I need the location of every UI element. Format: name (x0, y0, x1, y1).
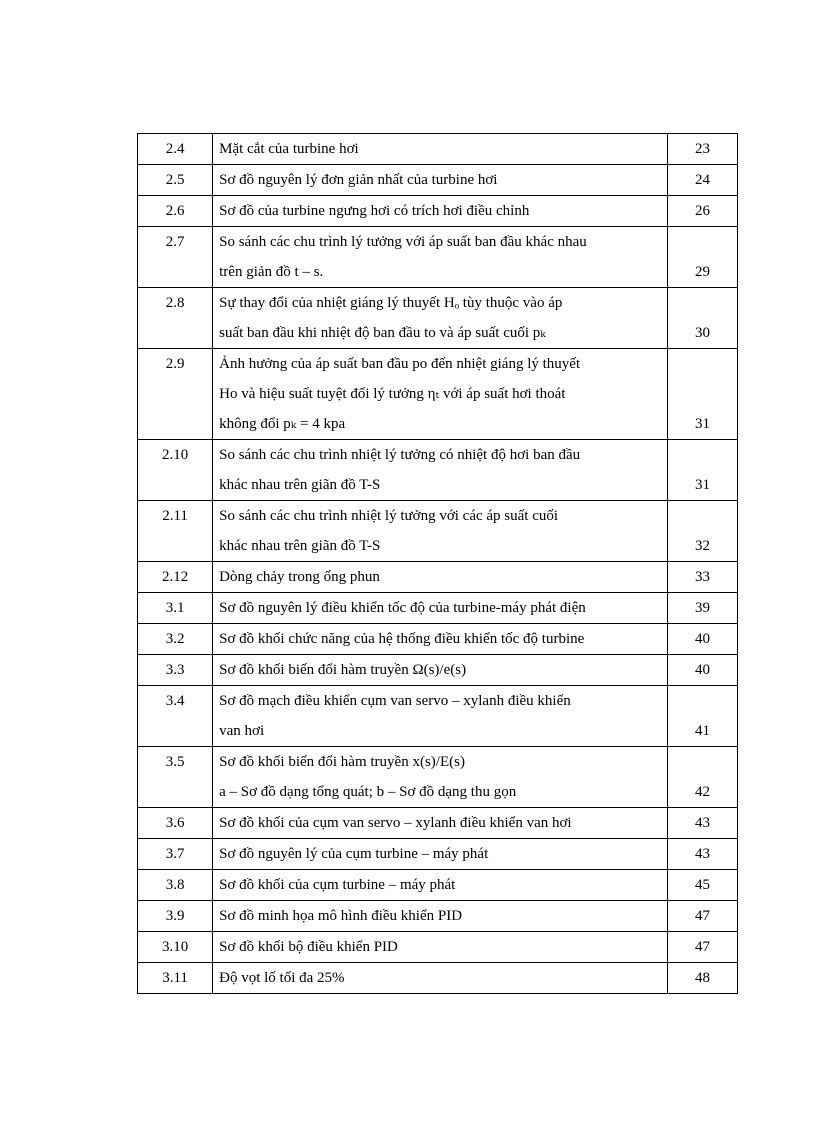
figure-title-cell (213, 963, 668, 994)
figure-title-line: Sơ đồ khối biến đổi hàm truyền x(s)/E(s) (219, 754, 465, 770)
figure-number: 2.7 (165, 234, 185, 250)
figure-page-number: 23 (694, 141, 710, 157)
figure-page-number: 29 (694, 264, 710, 280)
figure-title-line: Sơ đồ nguyên lý đơn giản nhất của turbine hơi (219, 172, 498, 188)
figure-title-cell (213, 932, 668, 963)
figure-title-line: Ảnh hưởng của áp suất ban đầu po đến nhiệt giáng lý thuyết (219, 356, 581, 372)
figure-title-cell (213, 227, 668, 288)
table-row (138, 932, 738, 963)
figure-title-cell (213, 655, 668, 686)
figure-page-cell (667, 440, 737, 501)
figure-number: 3.7 (165, 846, 185, 862)
figure-title-cell (213, 196, 668, 227)
figure-page-number: 42 (694, 784, 710, 800)
figure-list-table (137, 133, 738, 994)
figure-title-cell (213, 562, 668, 593)
figure-page-number: 47 (694, 939, 710, 955)
figure-page-number: 43 (694, 846, 710, 862)
table-row (138, 349, 738, 440)
table-row (138, 655, 738, 686)
figure-number-cell (138, 808, 213, 839)
figure-page-number: 32 (694, 538, 710, 554)
figure-title-cell (213, 686, 668, 747)
figure-page-number: 33 (694, 569, 710, 585)
figure-number-cell (138, 655, 213, 686)
figure-title-cell (213, 839, 668, 870)
figure-title-cell (213, 901, 668, 932)
figure-page-cell (667, 624, 737, 655)
figure-number-cell (138, 901, 213, 932)
figure-number-cell (138, 288, 213, 349)
figure-number: 3.1 (165, 600, 185, 616)
figure-page-cell (667, 196, 737, 227)
table-row (138, 440, 738, 501)
figure-page-cell (667, 593, 737, 624)
figure-number: 3.10 (161, 939, 189, 955)
figure-page-cell (667, 562, 737, 593)
table-row (138, 624, 738, 655)
figure-page-cell (667, 932, 737, 963)
figure-page-number: 45 (694, 877, 710, 893)
figure-number-cell (138, 963, 213, 994)
table-row (138, 288, 738, 349)
figure-number-cell (138, 501, 213, 562)
figure-title-line: khác nhau trên giãn đồ T-S (219, 538, 381, 554)
table-row (138, 227, 738, 288)
figure-title-line: Sơ đồ minh họa mô hình điều khiển PID (219, 908, 463, 924)
figure-title-line: Sơ đồ mạch điều khiển cụm van servo – xylanh điều khiển (219, 693, 571, 709)
figure-title-line: Sơ đồ khối bộ điều khiển PID (219, 939, 398, 955)
figure-title-cell (213, 593, 668, 624)
figure-title-line: Độ vọt lố tối đa 25% (219, 970, 345, 986)
figure-title-line: So sánh các chu trình nhiệt lý tưởng có nhiệt độ hơi ban đầu (219, 447, 581, 463)
figure-title-cell (213, 165, 668, 196)
figure-number-cell (138, 686, 213, 747)
figure-number-cell (138, 932, 213, 963)
figure-title-line: So sánh các chu trình nhiệt lý tưởng với các áp suất cuối (219, 508, 559, 524)
table-row (138, 747, 738, 808)
figure-page-number: 48 (694, 970, 710, 986)
figure-number: 3.5 (165, 754, 185, 770)
figure-title-line: Sự thay đổi của nhiệt giáng lý thuyết Hₒ tùy thuộc vào áp (219, 295, 563, 311)
table-row (138, 870, 738, 901)
figure-list-body (138, 134, 738, 994)
figure-number-cell (138, 747, 213, 808)
table-row (138, 196, 738, 227)
figure-title-line: khác nhau trên giãn đồ T-S (219, 477, 381, 493)
figure-number-cell (138, 134, 213, 165)
table-row (138, 593, 738, 624)
figure-number: 3.6 (165, 815, 185, 831)
figure-title-line: không đổi pₖ = 4 kpa (219, 416, 346, 432)
figure-page-number: 41 (694, 723, 710, 739)
figure-title-cell (213, 747, 668, 808)
figure-page-cell (667, 839, 737, 870)
figure-page-number: 26 (694, 203, 710, 219)
figure-page-cell (667, 808, 737, 839)
figure-title-cell (213, 134, 668, 165)
figure-title-line: suất ban đầu khi nhiệt độ ban đầu to và áp suất cuối pₖ (219, 325, 546, 341)
figure-number: 3.9 (165, 908, 185, 924)
figure-title-line: Sơ đồ khối chức năng của hệ thống điều khiển tốc độ turbine (219, 631, 585, 647)
figure-title-line: Mặt cắt của turbine hơi (219, 141, 359, 157)
figure-page-cell (667, 686, 737, 747)
figure-number-cell (138, 624, 213, 655)
figure-title-line: Sơ đồ nguyên lý điều khiển tốc độ của turbine-máy phát điện (219, 600, 586, 616)
figure-page-cell (667, 134, 737, 165)
figure-title-line: Dòng chảy trong ống phun (219, 569, 380, 585)
figure-title-line: trên giản đồ t – s. (219, 264, 324, 280)
table-row (138, 901, 738, 932)
figure-title-cell (213, 624, 668, 655)
figure-title-line: Ho và hiệu suất tuyệt đối lý tưởng ηₜ với áp suất hơi thoát (219, 386, 566, 402)
figure-number-cell (138, 165, 213, 196)
figure-page-number: 31 (694, 477, 710, 493)
table-row (138, 501, 738, 562)
figure-number-cell (138, 562, 213, 593)
table-row (138, 165, 738, 196)
figure-page-cell (667, 501, 737, 562)
figure-page-cell (667, 870, 737, 901)
figure-title-cell (213, 870, 668, 901)
figure-number: 3.4 (165, 693, 185, 709)
figure-number: 3.11 (162, 970, 188, 986)
figure-title-line: Sơ đồ khối của cụm turbine – máy phát (219, 877, 456, 893)
table-row (138, 839, 738, 870)
figure-page-number: 47 (694, 908, 710, 924)
figure-page-number: 30 (694, 325, 710, 341)
figure-page-cell (667, 747, 737, 808)
figure-title-line: van hơi (219, 723, 265, 739)
figure-number-cell (138, 349, 213, 440)
figure-title-line: Sơ đồ khối biến đổi hàm truyền Ω(s)/e(s) (219, 662, 467, 678)
figure-page-number: 40 (694, 631, 710, 647)
figure-number: 3.2 (165, 631, 185, 647)
figure-page-cell (667, 655, 737, 686)
figure-number-cell (138, 593, 213, 624)
figure-page-cell (667, 165, 737, 196)
figure-title-cell (213, 440, 668, 501)
figure-title-cell (213, 288, 668, 349)
figure-page-number: 39 (694, 600, 710, 616)
figure-page-cell (667, 227, 737, 288)
figure-page-cell (667, 901, 737, 932)
figure-number-cell (138, 227, 213, 288)
figure-number: 3.3 (165, 662, 185, 678)
figure-page-number: 40 (694, 662, 710, 678)
figure-title-line: Sơ đồ của turbine ngưng hơi có trích hơi điều chỉnh (219, 203, 530, 219)
figure-number: 2.6 (165, 203, 185, 219)
figure-page-cell (667, 963, 737, 994)
table-row (138, 963, 738, 994)
figure-number: 2.10 (161, 447, 189, 463)
figure-number-cell (138, 440, 213, 501)
figure-number-cell (138, 870, 213, 901)
figure-number: 2.8 (165, 295, 185, 311)
figure-title-cell (213, 808, 668, 839)
figure-title-cell (213, 501, 668, 562)
figure-title-line: Sơ đồ khối của cụm van servo – xylanh điều khiển van hơi (219, 815, 572, 831)
figure-number: 2.9 (165, 356, 185, 372)
figure-page-number: 43 (694, 815, 710, 831)
figure-number: 2.5 (165, 172, 185, 188)
table-row (138, 134, 738, 165)
figure-title-line: Sơ đồ nguyên lý của cụm turbine – máy phát (219, 846, 489, 862)
figure-title-cell (213, 349, 668, 440)
table-row (138, 562, 738, 593)
figure-title-line: So sánh các chu trình lý tưởng với áp suất ban đầu khác nhau (219, 234, 587, 250)
figure-page-number: 24 (694, 172, 710, 188)
figure-number: 2.11 (162, 508, 188, 524)
table-row (138, 808, 738, 839)
figure-page-number: 31 (694, 416, 710, 432)
figure-number: 2.12 (161, 569, 189, 585)
figure-number-cell (138, 839, 213, 870)
figure-page-cell (667, 349, 737, 440)
figure-page-cell (667, 288, 737, 349)
figure-number: 2.4 (165, 141, 185, 157)
figure-number: 3.8 (165, 877, 185, 893)
figure-title-line: a – Sơ đồ dạng tổng quát; b – Sơ đồ dạng thu gọn (219, 784, 517, 800)
figure-number-cell (138, 196, 213, 227)
table-row (138, 686, 738, 747)
